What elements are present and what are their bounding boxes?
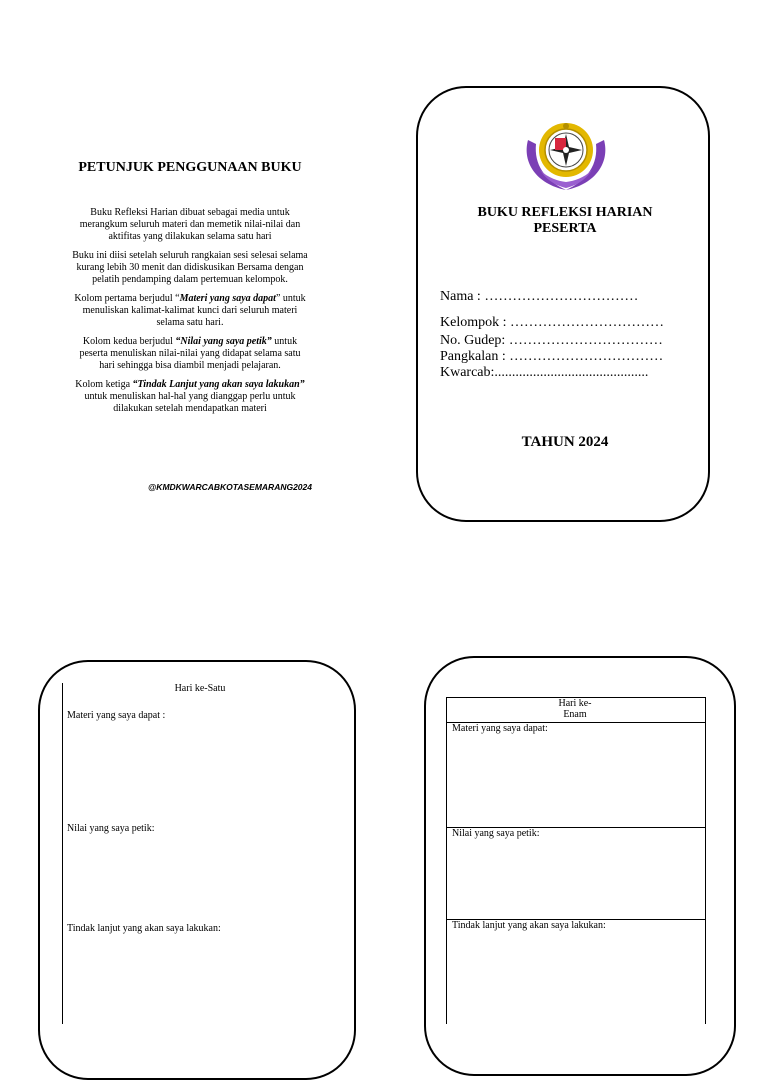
cover-title-line-1: BUKU REFLEKSI HARIAN <box>477 205 653 220</box>
instructions-paragraph-5: Kolom ketiga “Tindak Lanjut yang akan saya lakukan” untuk menuliskan hal-hal yang dianggap perlu untuk dilakukan setelah mendapatkan materi <box>75 379 305 414</box>
field-kwarcab: Kwarcab:............................................ <box>440 365 649 380</box>
instructions-body <box>72 207 308 422</box>
field-kelompok: Kelompok : …………………………… <box>440 315 664 330</box>
nilai-label: Nilai yang saya petik: <box>452 828 540 839</box>
day-heading-line-1: Hari ke- <box>558 698 592 709</box>
materi-label: Materi yang saya dapat : <box>67 710 166 721</box>
instructions-paragraph-2: Buku ini diisi setelah seluruh rangkaian sesi selesai selama kurang lebih 30 menit dan didiskusikan Bersama dengan pelatih pendamping dalam pertemuan kelompok. <box>72 250 308 285</box>
nilai-label: Nilai yang saya petik: <box>67 823 155 834</box>
tindak-lanjut-label: Tindak lanjut yang akan saya lakukan: <box>67 923 221 934</box>
instructions-paragraph-1: Buku Refleksi Harian dibuat sebagai media untuk merangkum seluruh materi dan memetik nilai-nilai dan aktifitas yang dilakukan selama satu hari <box>79 207 301 242</box>
cover-year: TAHUN 2024 <box>521 434 609 450</box>
scout-emblem-logo <box>522 118 610 194</box>
field-gudep: No. Gudep: …………………………… <box>440 333 663 348</box>
instructions-paragraph-3: Kolom pertama berjudul “Materi yang saya dapat” untuk menuliskan kalimat-kalimat kunci dari seluruh materi selama satu hari. <box>74 293 306 328</box>
card-margin-line <box>62 683 63 1024</box>
card-day-heading <box>540 698 610 720</box>
cover-title <box>450 205 680 237</box>
instructions-title: PETUNJUK PENGGUNAAN BUKU <box>78 160 302 175</box>
instructions-paragraph-4: Kolom kedua berjudul “Nilai yang saya petik” untuk peserta menuliskan nilai-nilai yang didapat selama satu hari sehingga bisa diambil menjadi pelajaran. <box>79 336 301 371</box>
field-nama: Nama : …………………………… <box>440 289 639 304</box>
cover-title-line-2: PESERTA <box>533 221 597 236</box>
card-day-heading: Hari ke-Satu <box>174 683 226 694</box>
reflection-table <box>446 697 706 1024</box>
tindak-lanjut-label: Tindak lanjut yang akan saya lakukan: <box>452 920 606 931</box>
materi-label: Materi yang saya dapat: <box>452 723 548 734</box>
reflection-card-day-1 <box>38 660 356 1080</box>
day-heading-line-2: Enam <box>563 709 587 720</box>
field-pangkalan: Pangkalan : …………………………… <box>440 349 664 364</box>
social-handle: @KMDKWARCABKOTASEMARANG2024 <box>148 482 312 492</box>
